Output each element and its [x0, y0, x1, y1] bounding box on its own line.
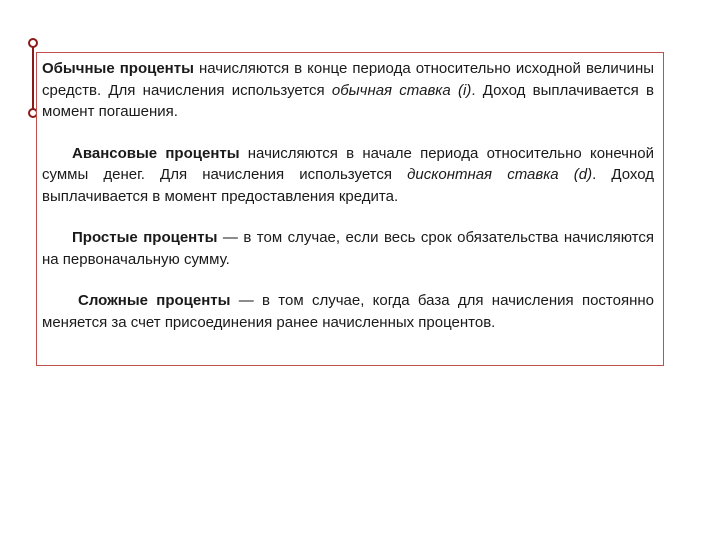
rate-name: дисконтная ставка (d): [407, 166, 593, 183]
paragraph-text: — в том случае, если весь срок обязательства начисляются на первоначальную сумму.: [42, 229, 654, 268]
paragraph-advance-interest: [42, 143, 654, 208]
paragraph-compound-interest: [42, 290, 654, 333]
paragraph-simple-interest: [42, 227, 654, 270]
paragraph-text: — в том случае, когда база для начисления постоянно меняется за счет присоединения ранее начисленных процентов.: [42, 292, 654, 331]
term-compound-interest: Сложные проценты: [78, 292, 231, 309]
paragraph-text: начисляются в начале периода относительно конечной суммы денег. Для начисления используется: [42, 144, 654, 183]
term-advance-interest: Авансовые проценты: [72, 144, 240, 162]
term-simple-interest: Простые проценты: [72, 229, 218, 246]
paragraph-text: начисляются в конце периода относительно исходной величины средств. Для начисления используется: [42, 60, 655, 99]
term-ordinary-interest: Обычные проценты: [42, 60, 194, 77]
decoration-line: [32, 46, 34, 112]
paragraph-text: . Доход выплачивается в момент погашения.: [42, 81, 654, 120]
content-text: [42, 58, 654, 333]
rate-name: обычная ставка (i): [331, 81, 472, 99]
paragraph-text: . Доход выплачивается в момент предоставления кредита.: [42, 166, 654, 205]
paragraph-ordinary-interest: [42, 58, 654, 123]
decoration-ring-icon: [28, 38, 38, 48]
